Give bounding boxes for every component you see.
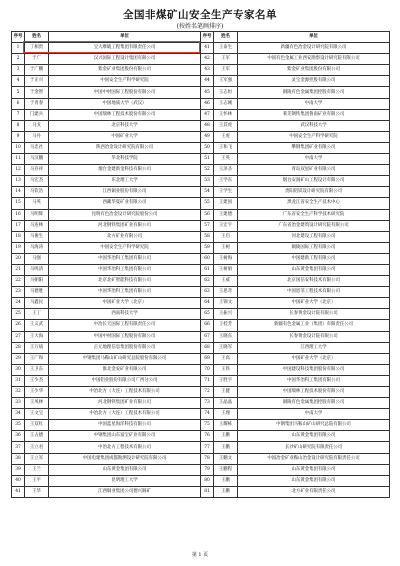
cell-no-right: 48 <box>201 120 214 131</box>
cell-no-right: 67 <box>201 331 214 342</box>
cell-unit-right: 中国矿业大学（北京） <box>238 298 390 309</box>
cell-name-right: 王胜宇 <box>214 375 238 386</box>
cell-no-left: 21 <box>12 264 25 275</box>
cell-name-left: 于金智 <box>25 87 49 98</box>
cell-name-left: 王义武 <box>25 320 49 331</box>
cell-no-right: 68 <box>201 342 214 353</box>
cell-no-left: 22 <box>12 276 25 287</box>
cell-unit-left: 中国铝业股份有限公司广西分公司 <box>49 375 201 386</box>
cell-unit-left: 山东黄金集团有限公司 <box>49 464 201 475</box>
cell-unit-left: 宝大摩破工程集团有限责任公司 <box>49 43 201 54</box>
cell-no-right: 63 <box>201 287 214 298</box>
cell-name-right: 王威 <box>214 276 238 287</box>
cell-no-left: 28 <box>12 342 25 353</box>
cell-unit-left: 正元地理信息集团股份有限公司 <box>49 342 201 353</box>
table-row <box>12 486 390 497</box>
cell-unit-left: 中国中材国际工程股份有限公司 <box>49 87 201 98</box>
table-row <box>12 131 390 142</box>
cell-unit-right: 铜陵国际工程有限公司 <box>238 242 390 253</box>
cell-unit-right: 中国安全生产科学研究院 <box>238 131 390 142</box>
cell-name-left: 王占德 <box>25 431 49 442</box>
cell-unit-left: 北京北矿智能科技有限公司 <box>49 276 201 287</box>
cell-no-left: 14 <box>12 187 25 198</box>
cell-unit-left: 中国华冶科工集团有限公司 <box>49 264 201 275</box>
cell-name-left: 王立君 <box>25 442 49 453</box>
table-row <box>12 298 390 309</box>
table-row <box>12 54 390 65</box>
cell-name-left: 马俊生 <box>25 231 49 242</box>
header-unit-right: 单位 <box>238 32 390 43</box>
cell-name-left: 马鑫民 <box>25 298 49 309</box>
cell-no-left: 9 <box>12 131 25 142</box>
table-row <box>12 276 390 287</box>
table-row <box>12 242 390 253</box>
cell-unit-right: 新疆有色冶金设计研究院有限公司 <box>238 43 390 54</box>
cell-name-right: 王树 <box>214 242 238 253</box>
cell-no-left: 40 <box>12 475 25 486</box>
cell-unit-right: 山东黄金集团有限公司 <box>238 431 390 442</box>
cell-no-right: 60 <box>201 253 214 264</box>
cell-name-right: 王和飞 <box>214 142 238 153</box>
cell-name-left: 王双红 <box>25 420 49 431</box>
cell-unit-right: 中国矿业大学（北京） <box>238 353 390 364</box>
cell-name-right: 王建国 <box>214 198 238 209</box>
cell-name-right: 王鹏程 <box>214 464 238 475</box>
cell-unit-right: 北方矿业有限责任公司 <box>238 486 390 497</box>
cell-unit-right: 长春黄金设计院有限公司 <box>238 331 390 342</box>
table-row <box>12 65 390 76</box>
cell-no-left: 1 <box>12 43 25 54</box>
table-row <box>12 98 390 109</box>
cell-unit-right: 广东省安全生产科学技术研究院 <box>238 209 390 220</box>
cell-unit-right: 中钢集团马鞍山矿山研究总院有限公司 <box>238 420 390 431</box>
table-row <box>12 87 390 98</box>
cell-no-left: 33 <box>12 398 25 409</box>
cell-name-right: 王鹏 <box>214 431 238 442</box>
cell-name-right: 王锦文 <box>214 298 238 309</box>
cell-name-right: 王其虎 <box>214 120 238 131</box>
table-row <box>12 442 390 453</box>
cell-unit-left: 西南科技大学 <box>49 309 201 320</box>
table-row <box>12 398 390 409</box>
cell-unit-left: 紫金矿业集团股份有限公司 <box>49 65 201 76</box>
cell-name-left: 王少华 <box>25 387 49 398</box>
cell-name-right: 王鹏 <box>214 475 238 486</box>
cell-no-right: 54 <box>201 187 214 198</box>
cell-unit-left: 中国安全生产科学研究院 <box>49 242 201 253</box>
table-row <box>12 431 390 442</box>
cell-name-left: 马钦浩 <box>25 187 49 198</box>
cell-name-right: 王志恒 <box>214 87 238 98</box>
header-unit-left: 单位 <box>49 32 201 43</box>
cell-name-left: 王立军 <box>25 453 49 464</box>
cell-no-left: 10 <box>12 142 25 153</box>
cell-name-left: 马忠社 <box>25 142 49 153</box>
cell-unit-right: 中国建设科技集团股份有限公司 <box>238 364 390 375</box>
cell-name-right: 王铁 <box>214 364 238 375</box>
cell-no-right: 80 <box>201 475 214 486</box>
cell-name-right: 王高 <box>214 353 238 364</box>
table-row <box>12 154 390 165</box>
cell-no-right: 55 <box>201 198 214 209</box>
cell-no-right: 61 <box>201 264 214 275</box>
cell-name-left: 王少杰 <box>25 375 49 386</box>
table-row <box>12 420 390 431</box>
cell-no-right: 53 <box>201 176 214 187</box>
cell-no-right: 41 <box>201 43 214 54</box>
cell-no-right: 62 <box>201 276 214 287</box>
cell-unit-right: 灵宝金源控股有限公司 <box>238 76 390 87</box>
cell-name-right: 王志刚 <box>214 98 238 109</box>
cell-no-left: 27 <box>12 331 25 342</box>
table-row <box>12 198 390 209</box>
table-header-row <box>12 32 390 43</box>
cell-name-left: 于广鹏 <box>25 65 49 76</box>
cell-name-left: 王卫东 <box>25 364 49 375</box>
cell-no-left: 29 <box>12 353 25 364</box>
table-row <box>12 475 390 486</box>
cell-unit-right: 攀钢集团矿业有限公司 <box>238 142 390 153</box>
cell-unit-right: 中国建新工程有限公司 <box>238 253 390 264</box>
cell-no-left: 12 <box>12 165 25 176</box>
cell-unit-right: 紫金矿业集团股份有限公司 <box>238 65 390 76</box>
cell-unit-right: 烟台安润矿山工程设计有限公司 <box>238 176 390 187</box>
cell-name-right: 王健 <box>214 387 238 398</box>
cell-no-left: 30 <box>12 364 25 375</box>
cell-unit-left: 河北钢铁集团矿业有限公司 <box>49 398 201 409</box>
cell-unit-left: 中国电建集团成都勘测设计研究院有限公司 <box>49 453 201 464</box>
table-row <box>12 409 390 420</box>
cell-no-left: 25 <box>12 309 25 320</box>
cell-no-left: 7 <box>12 109 25 120</box>
cell-unit-left: 东北理工大学 <box>49 176 201 187</box>
cell-unit-right: 武汉科技大学 <box>238 120 390 131</box>
cell-name-right: 王耀栋 <box>214 420 238 431</box>
cell-no-right: 76 <box>201 431 214 442</box>
cell-no-right: 73 <box>201 398 214 409</box>
cell-name-left: 于广 <box>25 54 49 65</box>
cell-no-right: 79 <box>201 464 214 475</box>
cell-unit-right: 中南大学 <box>238 154 390 165</box>
cell-unit-left: 昆明理工大学 <box>49 475 201 486</box>
cell-name-right: 王振兴 <box>214 309 238 320</box>
cell-no-right: 81 <box>201 486 214 497</box>
cell-name-right: 王军 <box>214 65 238 76</box>
cell-no-left: 13 <box>12 176 25 187</box>
cell-name-left: 王兰 <box>25 464 49 475</box>
cell-unit-left: 西藏华夏矿业有限公司 <box>49 198 201 209</box>
cell-name-left: 王文宝 <box>25 409 49 420</box>
cell-unit-right: 黑龙江省安全生产技术中心 <box>238 198 390 209</box>
cell-name-right: 王英 <box>214 154 238 165</box>
cell-no-right: 75 <box>201 420 214 431</box>
cell-no-left: 18 <box>12 231 25 242</box>
cell-no-left: 19 <box>12 242 25 253</box>
table-body <box>12 43 390 498</box>
cell-unit-right: 北京国信安科技术有限公司 <box>238 276 390 287</box>
cell-no-right: 50 <box>201 142 214 153</box>
cell-name-right: 王虎 <box>214 131 238 142</box>
cell-no-left: 17 <box>12 220 25 231</box>
cell-unit-left: 中钢集团马鞍山矿山研究总院股份有限公司 <box>49 353 201 364</box>
table-row <box>12 331 390 342</box>
cell-no-right: 46 <box>201 98 214 109</box>
cell-no-left: 5 <box>12 87 25 98</box>
cell-name-left: 马明辉 <box>25 209 49 220</box>
cell-name-right: 王晓军 <box>214 342 238 353</box>
cell-no-right: 43 <box>201 65 214 76</box>
cell-unit-left: 中冶北方（大连）工程技术有限公司 <box>49 409 201 420</box>
table-row <box>12 353 390 364</box>
table-row <box>12 464 390 475</box>
header-no-right: 序号 <box>201 32 214 43</box>
cell-name-right: 王晓东 <box>214 331 238 342</box>
cell-name-right: 王理 <box>214 409 238 420</box>
cell-name-right: 王学生 <box>214 187 238 198</box>
cell-name-right: 王军强 <box>214 76 238 87</box>
cell-unit-left: 烟台金建新金科技有限公司 <box>49 165 201 176</box>
document-title: 全国非煤矿山安全生产专家名单 <box>123 9 277 21</box>
page-number: 第 1 页 <box>191 552 209 558</box>
table-row <box>12 187 390 198</box>
cell-no-right: 77 <box>201 442 214 453</box>
cell-name-left: 马宏杰 <box>25 176 49 187</box>
cell-name-left: 马戈 <box>25 120 49 131</box>
cell-no-right: 70 <box>201 364 214 375</box>
cell-unit-right: 中国冶金矿业鞍山冶金设计研究院有限责任公司 <box>238 453 390 464</box>
cell-no-right: 45 <box>201 87 214 98</box>
cell-name-left: 王华 <box>25 486 49 497</box>
cell-no-left: 3 <box>12 65 25 76</box>
cell-unit-left: 淮北金安矿业有限公司 <box>49 364 201 375</box>
cell-name-left: 门建兵 <box>25 109 49 120</box>
cell-no-left: 11 <box>12 154 25 165</box>
cell-no-left: 4 <box>12 76 25 87</box>
cell-name-right: 王鹏 <box>214 486 238 497</box>
cell-unit-left: 中国华冶科工集团有限公司 <box>49 253 201 264</box>
cell-name-right: 王学东 <box>214 176 238 187</box>
cell-no-left: 20 <box>12 253 25 264</box>
cell-no-right: 56 <box>201 209 214 220</box>
cell-no-left: 26 <box>12 320 25 331</box>
cell-name-right: 王鹏 <box>214 442 238 453</box>
table-row <box>12 231 390 242</box>
cell-no-left: 15 <box>12 198 25 209</box>
cell-unit-left: 汉兴国际工程设计集团有限公司 <box>49 54 201 65</box>
cell-no-right: 42 <box>201 54 214 65</box>
table-row <box>12 109 390 120</box>
cell-no-left: 32 <box>12 387 25 398</box>
cell-unit-left: 中国瑞林工程技术股份有限公司 <box>49 109 201 120</box>
cell-no-right: 47 <box>201 109 214 120</box>
cell-no-left: 34 <box>12 409 25 420</box>
table-row <box>12 220 390 231</box>
table-row <box>12 165 390 176</box>
cell-name-right: 王树娟 <box>214 264 238 275</box>
cell-unit-right: 长春黄金设计院有限公司 <box>238 309 390 320</box>
cell-unit-left: 河北钢铁集团矿业有限公司 <box>49 220 201 231</box>
cell-unit-right: 青岛双星矿业有限公司 <box>238 165 390 176</box>
cell-no-left: 23 <box>12 287 25 298</box>
cell-name-left: 马德胜 <box>25 287 49 298</box>
cell-unit-left: 江西铜业集团公司德兴铜矿 <box>49 486 201 497</box>
cell-unit-left: 华北科技学院 <box>49 154 201 165</box>
cell-unit-right: 中国恩菲工程技术有限公司 <box>238 287 390 298</box>
table-row <box>12 453 390 464</box>
cell-name-right: 王树海 <box>214 253 238 264</box>
table-row <box>12 43 390 54</box>
cell-no-right: 51 <box>201 154 214 165</box>
cell-no-left: 41 <box>12 486 25 497</box>
cell-no-right: 78 <box>201 453 214 464</box>
cell-name-left: 马海涛 <box>25 242 49 253</box>
table-row <box>12 264 390 275</box>
cell-no-right: 59 <box>201 242 214 253</box>
table-row <box>12 176 390 187</box>
cell-unit-right: 中南大学 <box>238 98 390 109</box>
cell-name-right: 王建德 <box>214 209 238 220</box>
table-row <box>12 287 390 298</box>
table-row <box>12 387 390 398</box>
cell-no-left: 2 <box>12 54 25 65</box>
cell-unit-left: 中国地质大学（武汉） <box>49 98 201 109</box>
header-no-left: 序号 <box>12 32 25 43</box>
cell-unit-right: 铜陵有色金属集团控股有限公司 <box>238 87 390 98</box>
cell-no-right: 44 <box>201 76 214 87</box>
cell-unit-right: 铜陵有色金属集团控股有限公司 <box>238 398 390 409</box>
cell-name-right: 王桂芳 <box>214 320 238 331</box>
cell-unit-right: 莱芜钢铁集团鲁南矿业有限公司 <box>238 109 390 120</box>
cell-unit-left: 中冶北方（大连）工程技术有限公司 <box>49 387 201 398</box>
cell-unit-right: 中国瑞林工程技术股份有限公司 <box>238 387 390 398</box>
header-name-left: 姓名 <box>25 32 49 43</box>
cell-unit-left: 中国中材国际工程股份有限公司 <box>49 331 201 342</box>
cell-unit-left: 中冶长天国际工程有限责任公司 <box>49 320 201 331</box>
cell-unit-right: 中国华冶科工集团有限公司 <box>238 375 390 386</box>
cell-name-left: 马鸣清 <box>25 264 49 275</box>
cell-name-left: 王丁 <box>25 309 49 320</box>
cell-unit-right: 山东黄金集团有限公司 <box>238 464 390 475</box>
cell-no-right: 64 <box>201 298 214 309</box>
cell-unit-right: 山东黄金集团有限公司 <box>238 475 390 486</box>
cell-unit-right: 山东黄金集团有限公司 <box>238 264 390 275</box>
cell-name-left: 马汉鹏 <box>25 154 49 165</box>
header-name-right: 姓名 <box>214 32 238 43</box>
cell-unit-left: 北京科技大学 <box>49 120 201 131</box>
cell-name-right: 王鹏文 <box>214 453 238 464</box>
cell-no-left: 16 <box>12 209 25 220</box>
table-row <box>12 342 390 353</box>
cell-name-left: 丁相贵 <box>25 43 49 54</box>
cell-unit-left: 中钢集团山东富宝矿业有限公司 <box>49 431 201 442</box>
cell-unit-right: 贵阳铝镁设计研究院有限公司 <box>238 187 390 198</box>
cell-no-right: 71 <box>201 375 214 386</box>
cell-name-left: 王凤林 <box>25 398 49 409</box>
cell-no-left: 39 <box>12 464 25 475</box>
cell-name-right: 王启 <box>214 231 238 242</box>
cell-unit-right: 广东省冶金建筑设计研究院有限公司 <box>238 220 390 231</box>
table-row <box>12 76 390 87</box>
document-subtitle: (按姓名笔画排序) <box>176 23 224 30</box>
cell-name-right: 王晶晶 <box>214 398 238 409</box>
cell-no-left: 31 <box>12 375 25 386</box>
cell-name-left: 马强 <box>25 253 49 264</box>
cell-name-left: 马存祥 <box>25 165 49 176</box>
cell-name-right: 王宏宇 <box>214 220 238 231</box>
cell-no-left: 36 <box>12 431 25 442</box>
cell-name-right: 王泽圣 <box>214 165 238 176</box>
cell-no-left: 35 <box>12 420 25 431</box>
cell-no-left: 6 <box>12 98 25 109</box>
cell-no-right: 49 <box>201 131 214 142</box>
cell-name-left: 于正兴 <box>25 76 49 87</box>
cell-unit-left: 中国矿业大学（北京） <box>49 298 201 309</box>
cell-unit-right: 中国有色金属工业西安勘察设计研究院有限公司 <box>238 54 390 65</box>
cell-name-left: 马英 <box>25 198 49 209</box>
cell-unit-left: 中国华冶科工集团有限公司 <box>49 287 201 298</box>
cell-unit-right: 中南大学 <box>238 409 390 420</box>
cell-name-right: 王军 <box>214 54 238 65</box>
cell-name-left: 王大海 <box>25 331 49 342</box>
cell-name-right: 王怀林 <box>214 109 238 120</box>
cell-unit-right: 长沙矿山研究院有限责任公司 <box>238 442 390 453</box>
cell-name-left: 马朝阳 <box>25 276 49 287</box>
table-row <box>12 209 390 220</box>
cell-unit-left: 昆明有色冶金设计研究院股份公司 <box>49 209 201 220</box>
cell-no-right: 74 <box>201 409 214 420</box>
cell-name-left: 于青春 <box>25 98 49 109</box>
cell-unit-left: 江西铜业股份有限公司 <box>49 187 201 198</box>
cell-name-right: 王思奇 <box>214 287 238 298</box>
table-row <box>12 142 390 153</box>
cell-name-left: 马连林 <box>25 220 49 231</box>
cell-unit-right: 河北建设工程有限公司 <box>238 231 390 242</box>
cell-no-right: 58 <box>201 231 214 242</box>
cell-name-right: 王泰生 <box>214 43 238 54</box>
cell-no-right: 72 <box>201 387 214 398</box>
cell-no-left: 8 <box>12 120 25 131</box>
cell-unit-left: 中国矿业大学 <box>49 131 201 142</box>
cell-name-left: 马丹 <box>25 131 49 142</box>
cell-unit-right: 江西理工大学 <box>238 342 390 353</box>
cell-no-right: 65 <box>201 309 214 320</box>
cell-no-right: 52 <box>201 165 214 176</box>
cell-unit-left: 陕西冶金设计研究院有限公司 <box>49 142 201 153</box>
cell-no-left: 24 <box>12 298 25 309</box>
cell-unit-left: 中国蓝星海洋科技有限公司 <box>49 420 201 431</box>
table-row <box>12 309 390 320</box>
table-row <box>12 320 390 331</box>
table-row <box>12 120 390 131</box>
cell-unit-left: 中冶北方工程技术有限公司 <box>49 442 201 453</box>
cell-name-left: 王平 <box>25 475 49 486</box>
cell-name-left: 王万斌 <box>25 342 49 353</box>
cell-no-left: 38 <box>12 453 25 464</box>
cell-unit-right: 新疆有色金属工业（集团）有限责任公司 <box>238 320 390 331</box>
cell-unit-left: 北方矿业有限公司 <box>49 231 201 242</box>
cell-no-right: 69 <box>201 353 214 364</box>
table-row <box>12 375 390 386</box>
cell-no-right: 66 <box>201 320 214 331</box>
cell-unit-left: 中国安全生产科学研究院 <box>49 76 201 87</box>
table-row <box>12 364 390 375</box>
table-row <box>12 253 390 264</box>
expert-roster-table <box>11 31 390 498</box>
cell-no-right: 57 <box>201 220 214 231</box>
cell-no-left: 37 <box>12 442 25 453</box>
cell-name-left: 王广和 <box>25 353 49 364</box>
